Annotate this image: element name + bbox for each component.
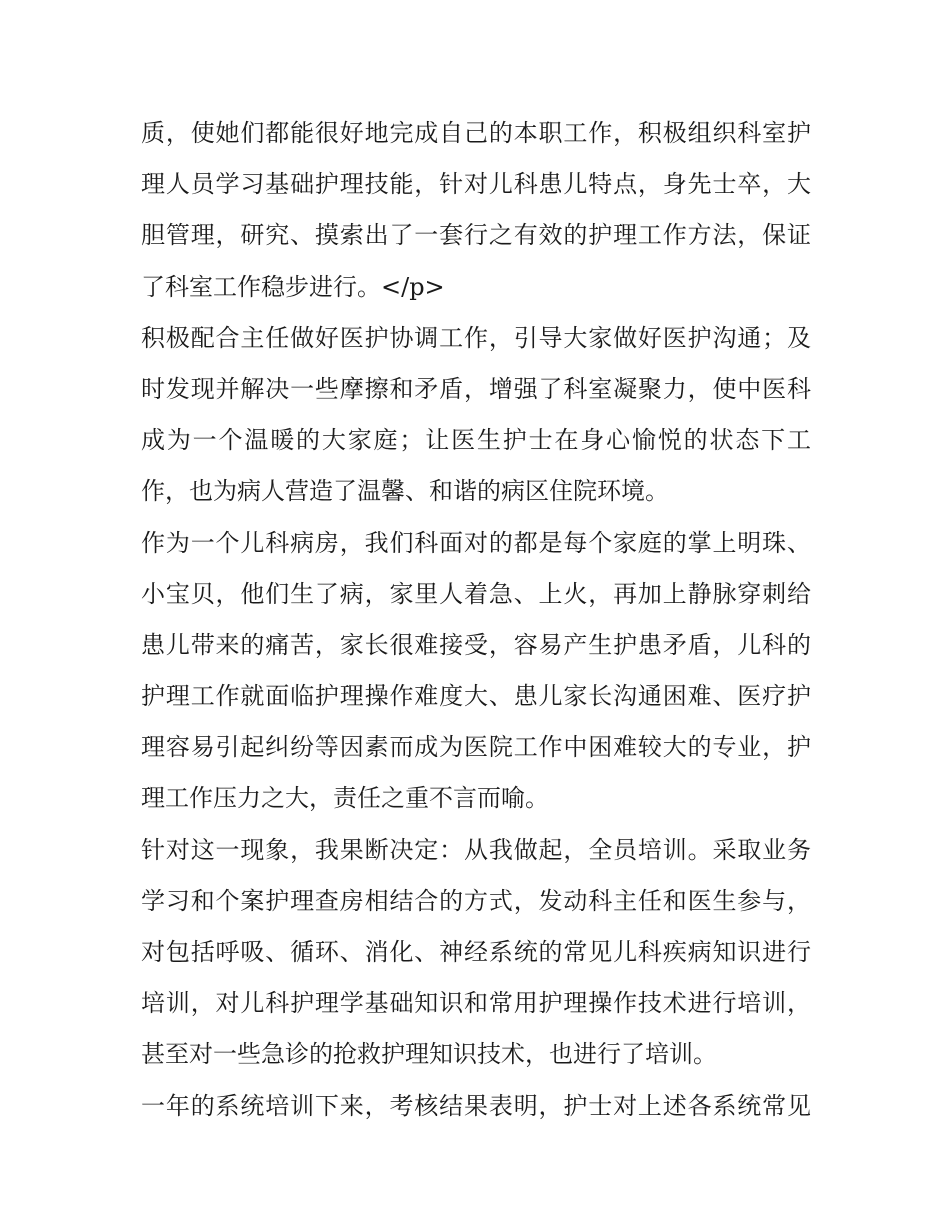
text-line: 质，使她们都能很好地完成自己的本职工作，积极组织科室护 (141, 119, 811, 147)
text-line: 针对这一现象，我果断决定：从我做起，全员培训。采取业务 (141, 835, 811, 864)
paragraph-4 (141, 825, 811, 1081)
text-line: 时发现并解决一些摩擦和矛盾，增强了科室凝聚力，使中医科 (141, 374, 811, 403)
paragraph-3 (141, 518, 811, 825)
document-body (141, 108, 811, 1132)
text-line: 患儿带来的痛苦，家长很难接受，容易产生护患矛盾，儿科的 (141, 630, 811, 659)
text-line: 了科室工作稳步进行。</p> (141, 272, 445, 301)
text-line: 理人员学习基础护理技能，针对儿科患儿特点，身先士卒，大 (141, 170, 811, 199)
text-line: 甚至对一些急诊的抢救护理知识技术，也进行了培训。 (141, 1040, 717, 1069)
text-line: 学习和个案护理查房相结合的方式，发动科主任和医生参与， (141, 886, 811, 915)
paragraph-5 (141, 1081, 811, 1132)
text-line: 理工作压力之大，责任之重不言而喻。 (141, 784, 549, 813)
paragraph-2 (141, 313, 811, 518)
text-line: 小宝贝，他们生了病，家里人着急、上火，再加上静脉穿刺给 (141, 579, 811, 608)
text-line: 护理工作就面临护理操作难度大、患儿家长沟通困难、医疗护 (141, 682, 811, 711)
text-line: 培训，对儿科护理学基础知识和常用护理操作技术进行培训， (141, 989, 811, 1018)
text-line: 作，也为病人营造了温馨、和谐的病区住院环境。 (141, 477, 669, 506)
text-line: 作为一个儿科病房，我们科面对的都是每个家庭的掌上明珠、 (141, 528, 811, 557)
text-line: 一年的系统培训下来，考核结果表明，护士对上述各系统常见 (141, 1091, 811, 1120)
text-line: 对包括呼吸、循环、消化、神经系统的常见儿科疾病知识进行 (141, 938, 811, 966)
text-line: 积极配合主任做好医护协调工作，引导大家做好医护沟通；及 (141, 323, 811, 352)
text-line: 理容易引起纠纷等因素而成为医院工作中困难较大的专业，护 (141, 733, 811, 762)
paragraph-1 (141, 108, 811, 313)
text-line: 成为一个温暖的大家庭；让医生护士在身心愉悦的状态下工 (141, 426, 811, 455)
text-line: 胆管理，研究、摸索出了一套行之有效的护理工作方法，保证 (141, 221, 811, 250)
